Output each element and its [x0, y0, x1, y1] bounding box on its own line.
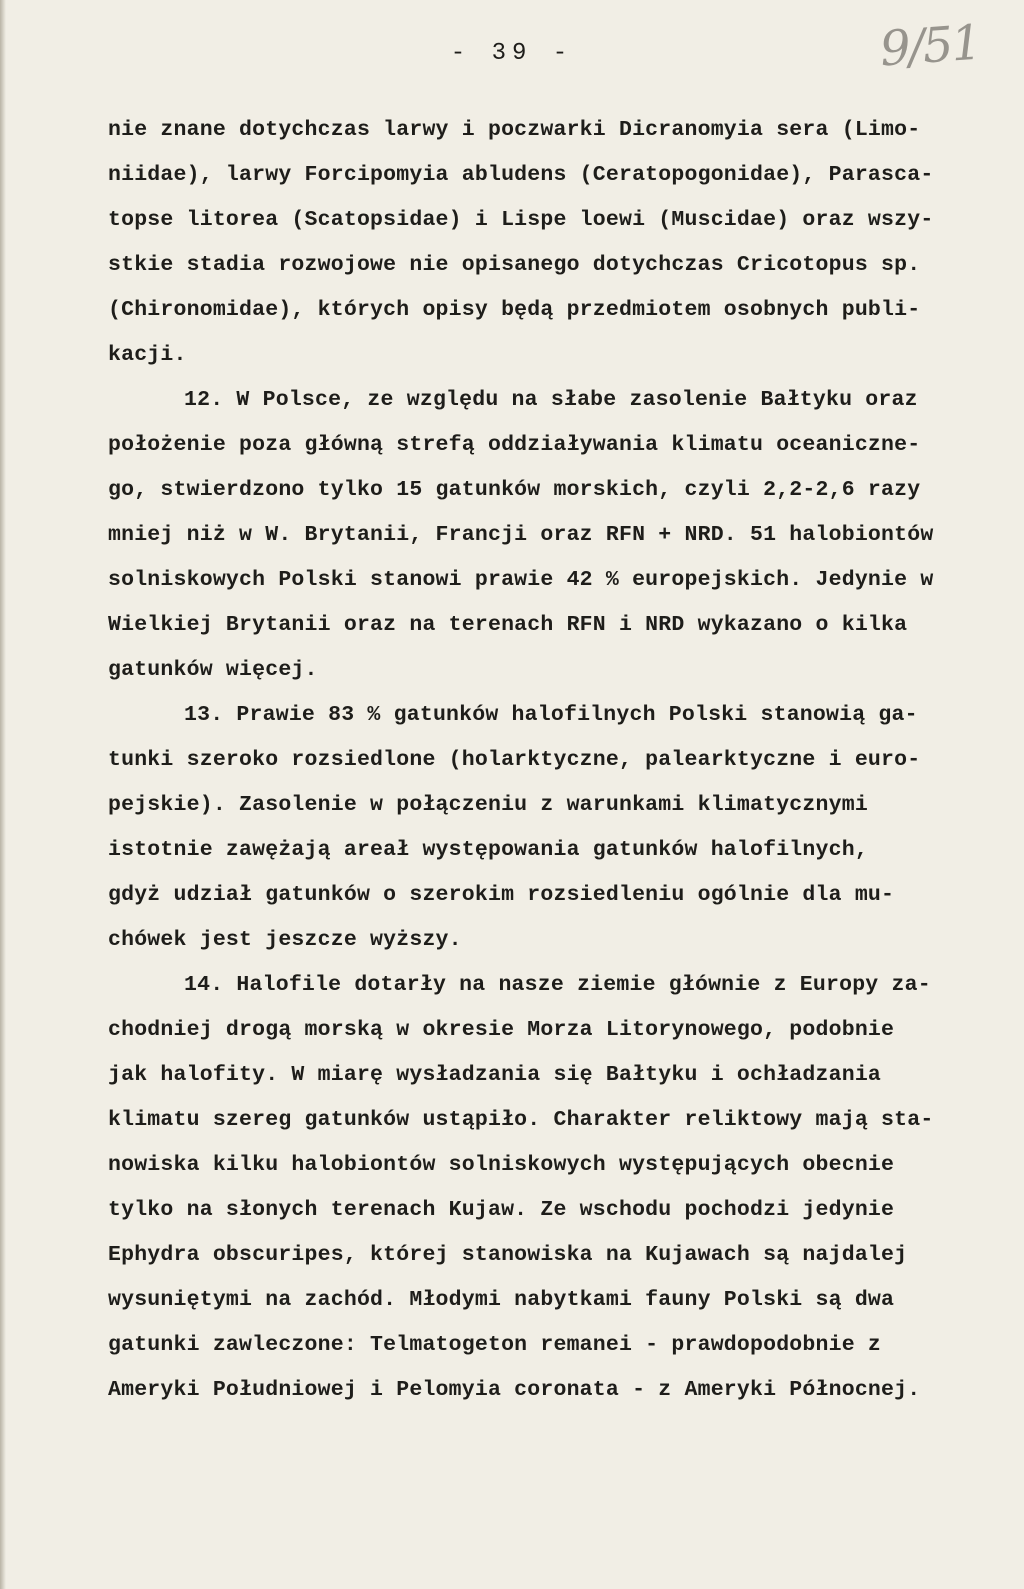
- text-line: Ephydra obscuripes, której stanowiska na Kujawach są najdalej: [108, 1243, 908, 1267]
- text-line: wysuniętymi na zachód. Młodymi nabytkami fauny Polski są dwa: [108, 1288, 895, 1312]
- text-line: istotnie zawężają areał występowania gatunków halofilnych,: [108, 838, 868, 862]
- text-line: chówek jest jeszcze wyższy.: [108, 928, 462, 952]
- text-line: kacji.: [108, 343, 187, 367]
- text-line: Ameryki Południowej i Pelomyia coronata - z Ameryki Północnej.: [108, 1378, 921, 1402]
- text-line: topse litorea (Scatopsidae) i Lispe loewi (Muscidae) oraz wszy-: [108, 208, 934, 232]
- text-line: go, stwierdzono tylko 15 gatunków morskich, czyli 2,2-2,6 razy: [108, 478, 921, 502]
- paragraph-14-start: 14. Halofile dotarły na nasze ziemie głównie z Europy za-: [184, 973, 931, 997]
- text-line: tylko na słonych terenach Kujaw. Ze wschodu pochodzi jedynie: [108, 1198, 895, 1222]
- text-line: nowiska kilku halobiontów solniskowych występujących obecnie: [108, 1153, 895, 1177]
- text-line: chodniej drogą morską w okresie Morza Litorynowego, podobnie: [108, 1018, 895, 1042]
- text-line: stkie stadia rozwojowe nie opisanego dotychczas Cricotopus sp.: [108, 253, 921, 277]
- text-line: (Chironomidae), których opisy będą przedmiotem osobnych publi-: [108, 298, 921, 322]
- text-line: pejskie). Zasolenie w połączeniu z warunkami klimatycznymi: [108, 793, 868, 817]
- text-line: gatunków więcej.: [108, 658, 318, 682]
- page-number: - 39 -: [450, 40, 574, 67]
- text-line: Wielkiej Brytanii oraz na terenach RFN i NRD wykazano o kilka: [108, 613, 908, 637]
- text-line: niidae), larwy Forcipomyia abludens (Ceratopogonidae), Parasca-: [108, 163, 934, 187]
- text-line: solniskowych Polski stanowi prawie 42 % europejskich. Jedynie w: [108, 568, 934, 592]
- paragraph-13-start: 13. Prawie 83 % gatunków halofilnych Polski stanowią ga-: [184, 703, 918, 727]
- page-edge-shadow: [0, 0, 6, 1589]
- handwritten-archive-mark: 9/51: [878, 14, 982, 78]
- text-line: nie znane dotychczas larwy i poczwarki Dicranomyia sera (Limo-: [108, 118, 921, 142]
- text-line: gatunki zawleczone: Telmatogeton remanei - prawdopodobnie z: [108, 1333, 882, 1357]
- body-text: [108, 108, 988, 1413]
- text-line: mniej niż w W. Brytanii, Francji oraz RFN + NRD. 51 halobiontów: [108, 523, 934, 547]
- paragraph-12-start: 12. W Polsce, ze względu na słabe zasolenie Bałtyku oraz: [184, 388, 918, 412]
- text-line: klimatu szereg gatunków ustąpiło. Charakter reliktowy mają sta-: [108, 1108, 934, 1132]
- text-line: jak halofity. W miarę wysładzania się Bałtyku i ochładzania: [108, 1063, 882, 1087]
- text-line: położenie poza główną strefą oddziaływania klimatu oceanicznе-: [108, 433, 921, 457]
- text-line: gdyż udział gatunków o szerokim rozsiedleniu ogólnie dla mu-: [108, 883, 895, 907]
- text-line: tunki szeroko rozsiedlone (holarktyczne, palearktyczne i euro-: [108, 748, 921, 772]
